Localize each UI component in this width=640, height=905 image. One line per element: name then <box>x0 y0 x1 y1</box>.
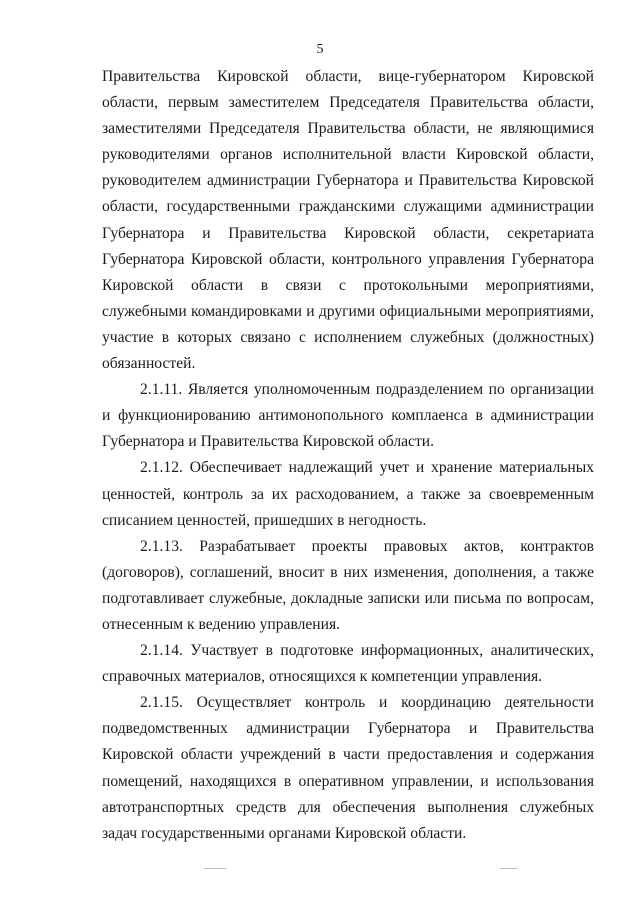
page-number: 5 <box>316 42 324 57</box>
scan-artifact-left <box>204 868 226 869</box>
paragraph-2-1-13: 2.1.13. Разрабатывает проекты правовых актов, контрактов (договоров), соглашений, вносит в них изменения, дополнения, а также подготавливает служебные, докладные записки или письма по вопросам, отнесенным к ведению управления. <box>102 537 594 633</box>
document-body <box>102 64 594 847</box>
paragraph-2-1-11: 2.1.11. Является уполномоченным подразделением по организации и функционированию антимонопольного комплаенса в администрации Губернатора и Правительства Кировской области. <box>102 381 594 451</box>
scan-artifact-right <box>500 868 518 869</box>
paragraph-continuation: Правительства Кировской области, вице-губернатором Кировской области, первым заместителем Председателя Правительства области, заместителями Председателя Правительства области, не являющимися руководителями органов исполнительной власти Кировской области, руководителем администрации Губернатора и Правительства Кировской области, государственными гражданскими служащими администрации Губернатора и Правительства Кировской области, секретариата Губернатора Кировской области, контрольного управления Губернатора Кировской области в связи с протокольными мероприятиями, служебными командировками и другими официальными мероприятиями, участие в которых связано с исполнением служебных (должностных) обязанностей. <box>102 68 594 373</box>
paragraph-2-1-12: 2.1.12. Обеспечивает надлежащий учет и хранение материальных ценностей, контроль за их расходованием, а также за своевременным списанием ценностей, пришедших в негодность. <box>102 459 594 529</box>
paragraph-2-1-14: 2.1.14. Участвует в подготовке информационных, аналитических, справочных материалов, относящихся к компетенции управления. <box>102 642 594 686</box>
paragraph-2-1-15: 2.1.15. Осуществляет контроль и координацию деятельности подведомственных администрации Губернатора и Правительства Кировской области учреждений в части предоставления и содержания помещений, находящихся в оперативном управлении, и использования автотранспортных средств для обеспечения выполнения служебных задач государственными органами Кировской области. <box>102 694 594 842</box>
